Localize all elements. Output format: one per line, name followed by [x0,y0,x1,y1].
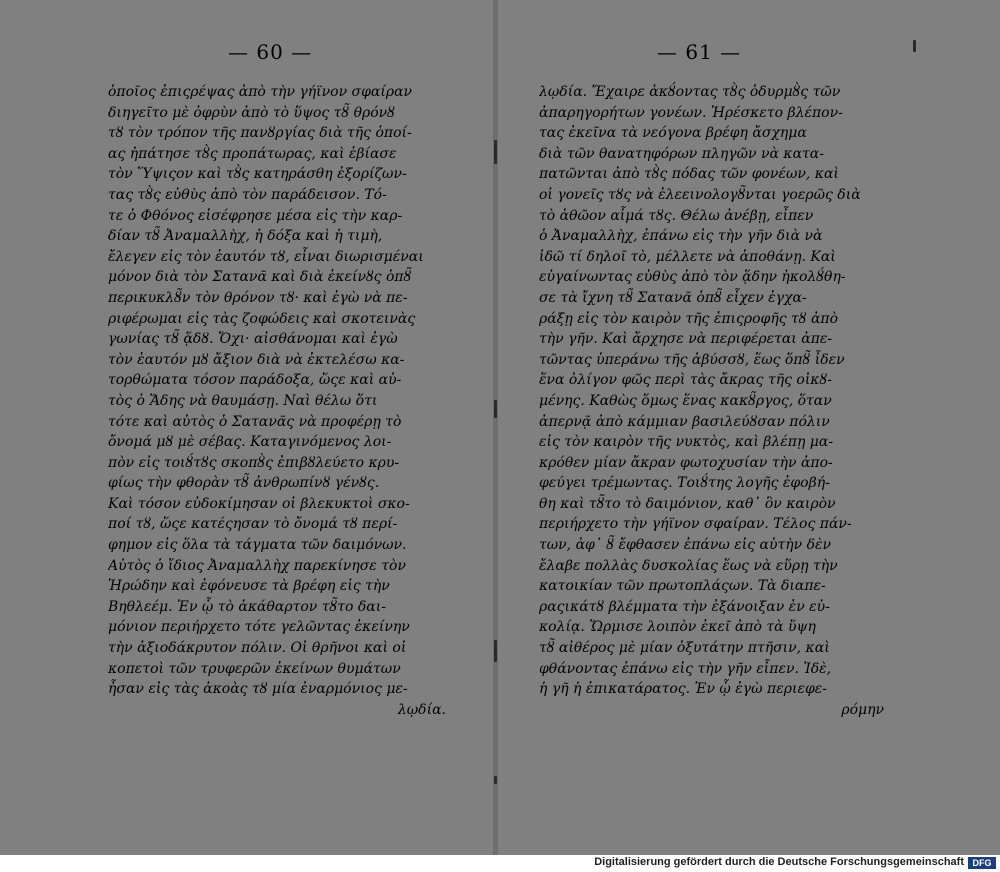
text-line: τὴν γῆν. Καὶ ἄρχησε νὰ περιφέρεται ἀπε- [539,331,833,348]
text-line: τὸν ἑαυτόν μȣ ἄξιον διὰ νὰ ἐκτελέσω κα- [108,351,405,368]
dfg-logo: DFG [968,857,996,869]
text-line: λῳδία. Ἔχαιρε ἀκȣ́οντας τȣ̀ς ὀδυρμȣ̀ς τῶν [539,84,841,100]
text-line: τορθώματα τόσον παράδοξα, ὥςε καὶ αὐ- [108,372,402,389]
right-page-number: — 61 — [657,40,742,64]
text-line: δίαν τȣ̃ Ἀναμαλλὴχ, ἡ δόξα καὶ ἡ τιμὴ, [108,228,383,245]
text-line: τȣ̃ αἰθέρος μὲ μίαν ὀξυτάτην πτῆσιν, καὶ [539,640,830,657]
text-line: τας τȣ̀ς εὐθὺς ἀπὸ τὸν παράδεισον. Τό- [108,186,387,203]
ink-bleed-mark [494,776,497,784]
text-line: περιήρχετο τὴν γήϊνον σφαίραν. Τέλος πάν- [539,516,852,533]
text-line: ἰδῶ τί δηλοῖ τὸ, μέλλετε νὰ ἀποθάνῃ. Καὶ [539,248,836,265]
text-line: εἰς τὸν καιρὸν τῆς νυκτὸς, καὶ βλέπῃ μα- [539,434,834,451]
left-page-text [108,82,446,720]
text-line: ἦσαν εἰς τὰς ἀκοὰς τȣ μία ἐναρμόνιος με- [108,681,408,698]
text-line: γωνίας τȣ̃ ᾅδȣ. Ὄχι· αἰσθάνομαι καὶ ἐγὼ [108,331,398,348]
text-line: σε τὰ ἴχνη τȣ̃ Σατανᾶ ὁπȣ̃ εἶχεν ἐγχα- [539,289,807,306]
text-line: των, ἀφ᾽ ȣ̃ ἔφθασεν ἐπάνω εἰς αὐτὴν δὲν [539,537,832,554]
text-line: ὁποῖος ἐπιςρέψας ἀπὸ τὴν γήϊνον σφαίραν [108,84,413,100]
text-line: ἔλεγεν εἰς τὸν ἑαυτόν τȣ, εἶναι διωρισμέναι [108,248,424,265]
text-line: διὰ τῶν θανατηφόρων πληγῶν νὰ κατα- [539,145,824,162]
text-line: μόνιον περιήρχετο τότε γελῶντας ἐκείνην [108,619,410,636]
text-line: φημον εἰς ὅλα τὰ τάγματα τῶν δαιμόνων. [108,537,407,554]
text-line: Βηθλεέμ. Ἐν ᾧ τὸ ἀκάθαρτον τȣ̃το δαι- [108,598,386,615]
text-line: ὄνομά μȣ μὲ σέβας. Καταγινόμενος λοι- [108,434,392,451]
text-line: οἱ γονεῖς τȣς νὰ ἐλεεινολογȣ̃νται γοερῶς διὰ [539,186,861,203]
text-line: τȣ τὸν τρόπον τῆς πανȣργίας διὰ τῆς ὁποί- [108,125,412,142]
ink-bleed-mark [913,40,916,52]
text-line: Ἡρώδην καὶ ἐφόνευσε τὰ βρέφη εἰς τὴν [108,578,390,595]
text-line: τότε καὶ αὐτὸς ὁ Σατανᾶς νὰ προφέρῃ τὸ [108,413,402,430]
text-line: ἀπαρηγορήτων γονέων. Ἠρέσκετο βλέπον- [539,104,843,121]
text-line: κολίᾳ. Ὥρμισε λοιπὸν ἐκεῖ ἀπὸ τὰ ὕψη [539,619,816,636]
catchword: λῳδία. [397,701,446,718]
text-line: φίως τὴν φθορὰν τȣ̃ ἀνθρωπίνȣ γένȣς. [108,475,380,492]
text-line: φθάνοντας ἐπάνω εἰς τὴν γῆν εἶπεν. Ἰδὲ, [539,660,832,677]
text-line: ποί τȣ, ὥςε κατέςησαν τὸ ὄνομά τȣ περί- [108,516,398,533]
text-line: εὐγαίνωντας εὐθὺς ἀπὸ τὸν ᾅδην ἠκολȣ́θη- [539,269,846,286]
text-line: πὸν εἰς τοιȣ́τȣς σκοπȣ̀ς ἐπιβȣλεύετο κρυ- [108,454,400,471]
right-page [497,0,1000,855]
text-line: ριφέρωμαι εἰς τὰς ζοφώδεις καὶ σκοτεινὰς [108,310,416,327]
text-line: τὸς ὁ Ἅδης νὰ θαυμάσῃ. Ναὶ θέλω ὅτι [108,392,378,409]
digitization-footer [0,855,1000,872]
text-line: τὸ ἀθῶον αἷμά τȣς. Θέλω ἀνέβῃ, εἶπεν [539,207,814,224]
text-line: μόνον διὰ τὸν Σατανᾶ καὶ διὰ ἐκείνȣς ὁπȣ̃ [108,269,412,286]
text-line: Καὶ τόσον εὐδοκίμησαν οἱ βλεκυκτοὶ σκο- [108,495,410,512]
right-page-text [539,82,884,720]
text-line: περικυκλȣ̃ν τὸν θρόνον τȣ· καὶ ἐγὼ νὰ πε- [108,289,408,306]
text-line: Αὐτὸς ὁ ἴδιος Ἀναμαλλὴχ παρεκίνησε τὸν [108,557,406,574]
text-line: πατῶνται ἀπὸ τȣ̀ς πόδας τῶν φονέων, καὶ [539,166,839,183]
ink-bleed-mark [494,640,497,662]
text-line: διηγεῖτο μὲ ὀφρὺν ἀπὸ τὸ ὕψος τȣ̃ θρόνȣ [108,104,395,121]
text-line: τε ὁ Φθόνος εἰσέφρησε μέσα εἰς τὴν καρ- [108,207,403,224]
text-line: τας ἐκεῖνα τὰ νεόγονα βρέφη ἄσχημα [539,125,807,142]
text-line: κατοικίαν τῶν πρωτοπλάςων. Τὰ διαπε- [539,578,826,595]
text-line: μένης. Καθὼς ὅμως ἕνας κακȣ̃ργος, ὅταν [539,392,832,409]
text-line: θη καὶ τȣ̃το τὸ δαιμόνιον, καθ᾽ ὃν καιρὸν [539,495,836,512]
text-line: ράξῃ εἰς τὸν καιρὸν τῆς ἐπιςροφῆς τȣ ἀπὸ [539,310,839,327]
text-line: φεύγει τρέμωντας. Τοιȣ́της λογῆς ἐφοβή- [539,475,830,492]
text-line: ὁ Ἀναμαλλὴχ, ἐπάνω εἰς τὴν γῆν διὰ νὰ [539,228,823,245]
ink-bleed-mark [494,400,497,418]
ink-bleed-mark [494,140,497,164]
text-line: ἀπερνᾷ ἀπὸ κάμμιαν βασιλεύȣσαν πόλιν [539,413,830,430]
text-line: τῶντας ὑπεράνω τῆς ἀβύσσȣ, ἕως ὅπȣ̃ ἶδεν [539,351,845,368]
text-line: ας ἠπάτησε τȣ̀ς προπάτωρας, καὶ ἐβίασε [108,145,397,162]
text-line: κρόθεν μίαν ἄκραν φωτοχυσίαν τὴν ἀπο- [539,454,833,471]
text-line: ραςικάτȣ βλέμματα τὴν ἐξάνοιξαν ἐν εὐ- [539,598,830,615]
text-line: τὸν Ὕψιςον καὶ τȣ̀ς κατηράσθη ἐξορίζων- [108,166,407,183]
left-page-number: — 60 — [228,40,313,64]
text-line: ἡ γῆ ἡ ἐπικατάρατος. Ἐν ᾧ ἐγὼ περιεφε- [539,681,828,698]
left-page [0,0,495,855]
text-line: κοπετοὶ τῶν τρυφερῶν ἐκείνων θυμάτων [108,660,401,677]
text-line: ἔλαβε πολλὰς δυσκολίας ἕως νὰ εὕρῃ τὴν [539,557,838,574]
footer-credit: Digitalisierung gefördert durch die Deutsche Forschungsgemeinschaft [594,856,964,868]
text-line: τὴν ἀξιοδάκρυτον πόλιν. Οἱ θρῆνοι καὶ οἱ [108,640,407,657]
text-line: ἕνα ὀλίγον φῶς περὶ τὰς ἄκρας τῆς οἰκȣ- [539,372,832,389]
catchword: ρόμην [841,701,884,718]
